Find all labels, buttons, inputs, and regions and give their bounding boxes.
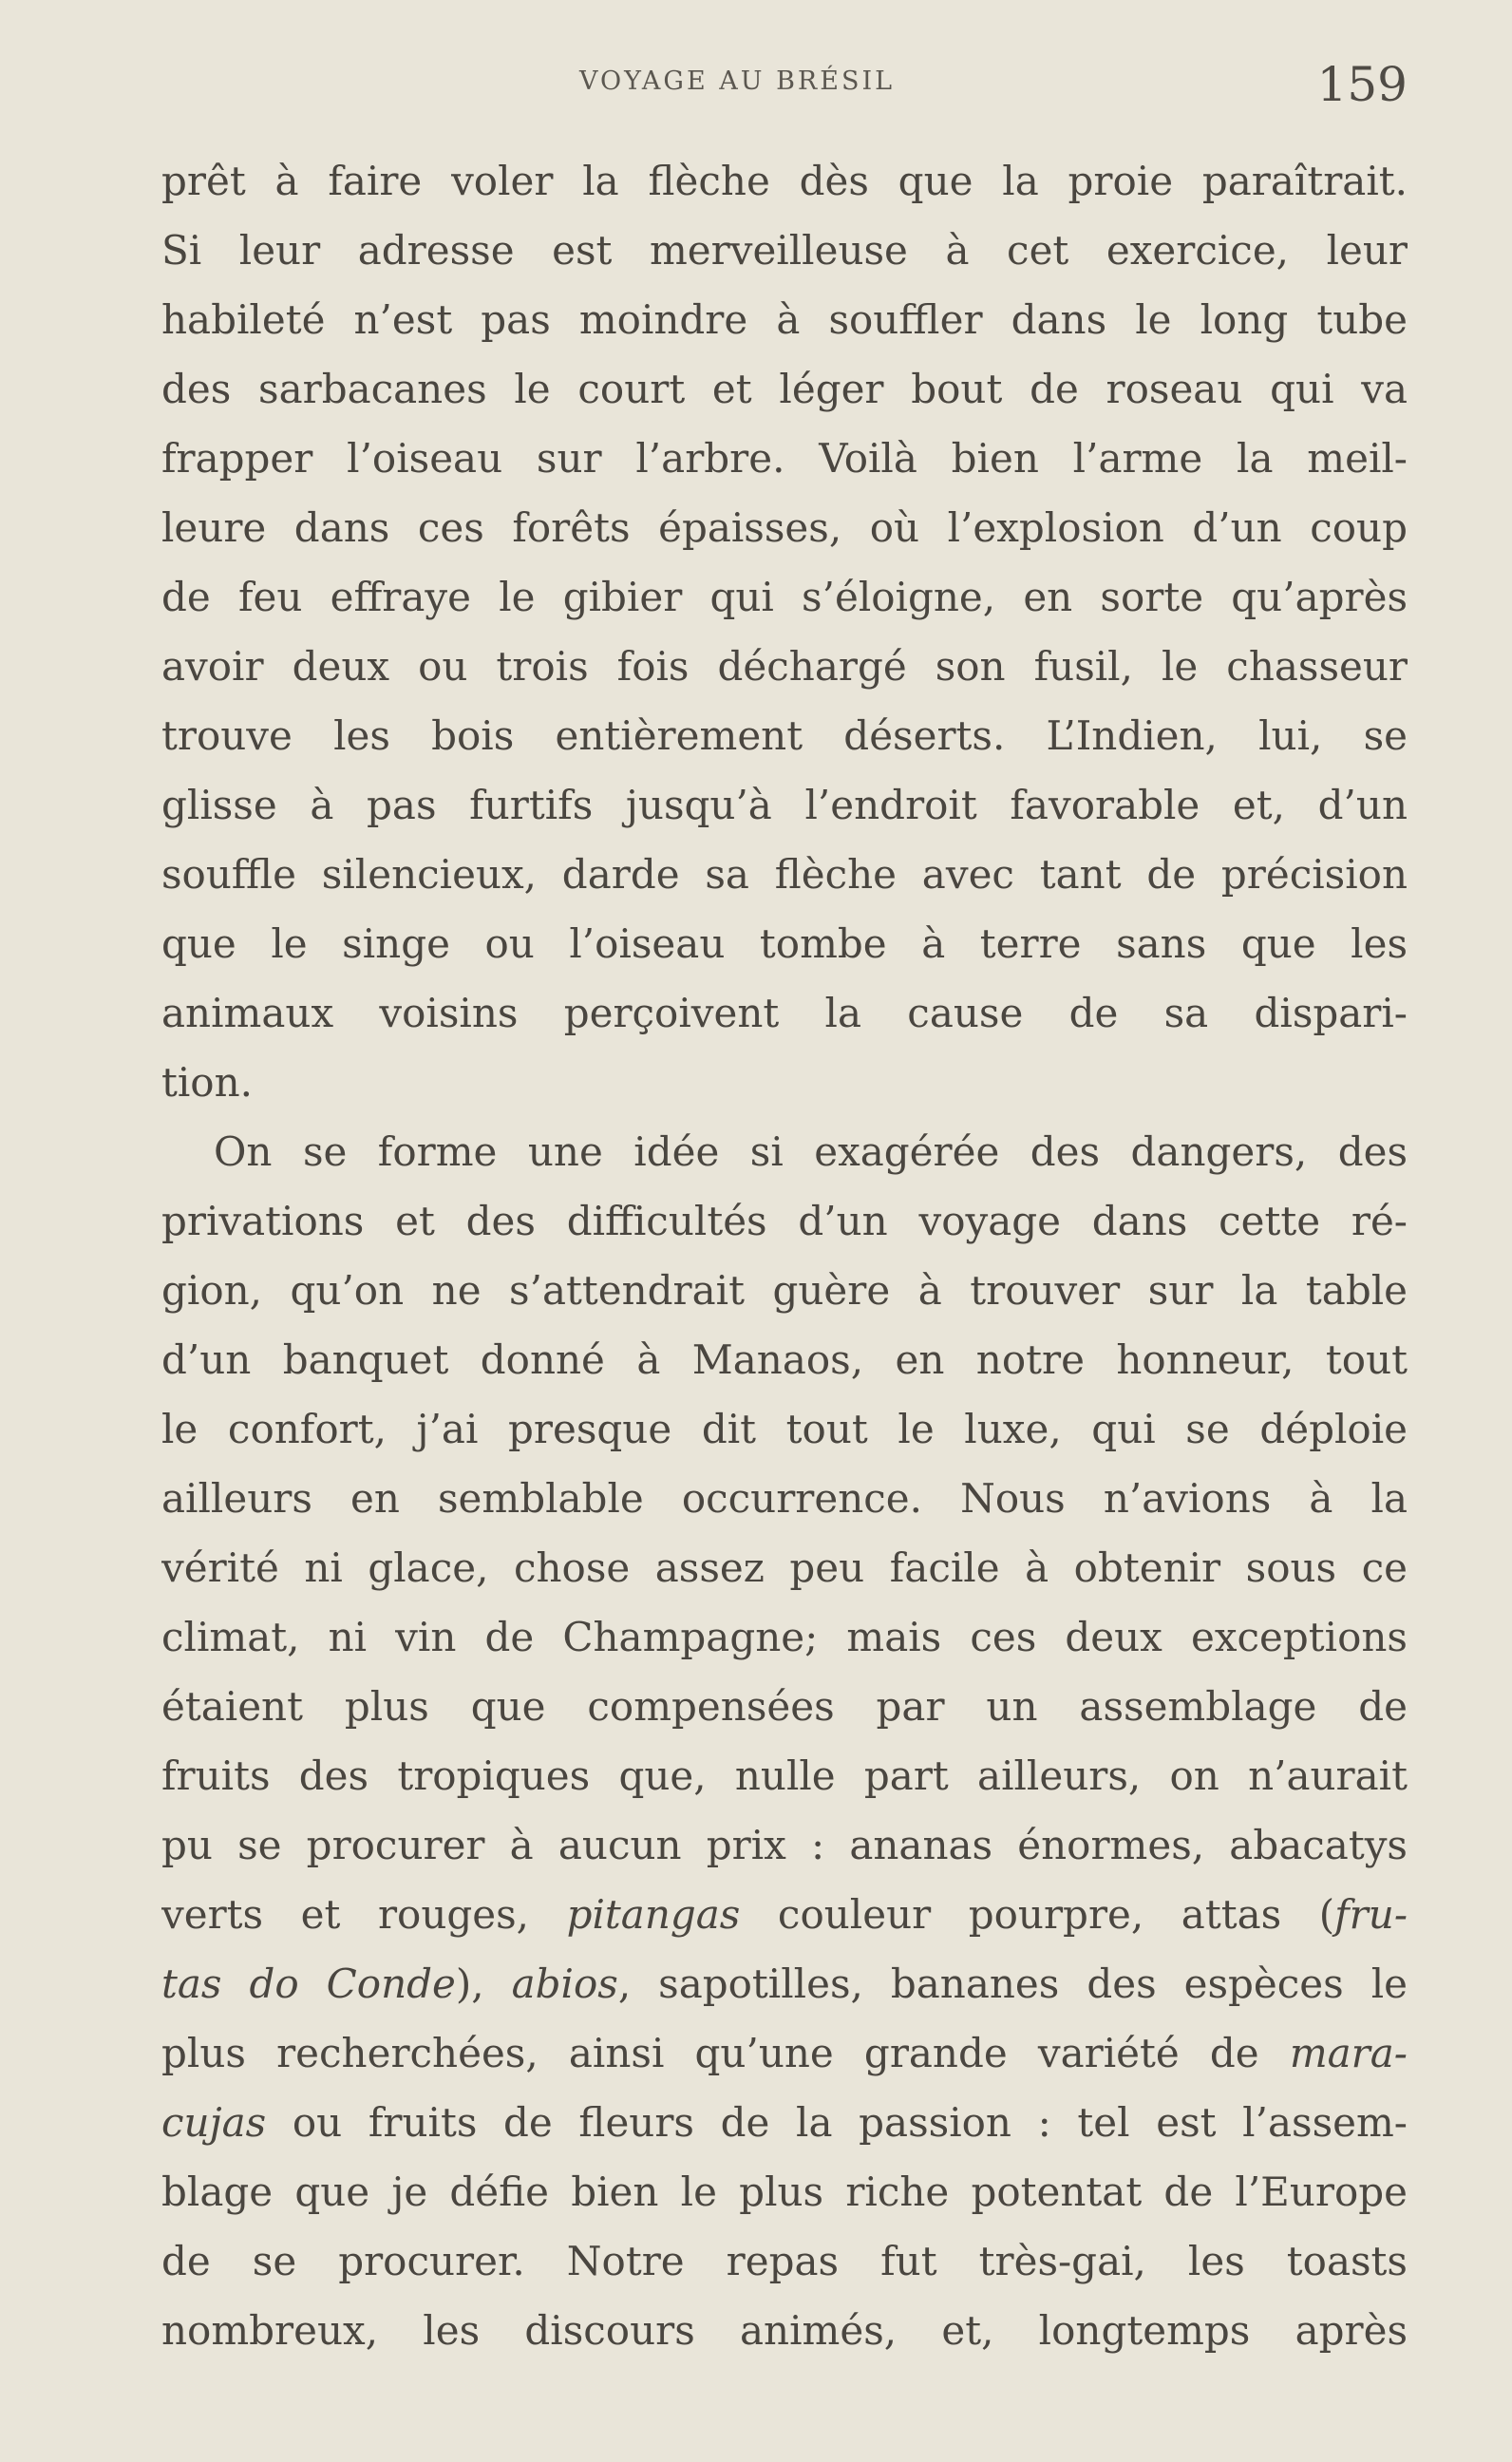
text-line-4: des sarbacanes le court et léger bout de roseau qui va [161, 366, 1408, 412]
text-line-2: Si leur adresse est merveilleuse à cet exercice, leur [161, 227, 1408, 274]
text-line-17: gion, qu’on ne s’attendrait guère à trouver sur la table [161, 1267, 1408, 1314]
text-line-21: vérité ni glace, chose assez peu facile à obtenir sous ce [161, 1544, 1408, 1591]
text-line-13: animaux voisins perçoivent la cause de sa dispari- [161, 990, 1408, 1036]
text-line-11: souffle silencieux, darde sa flèche avec tant de précision [161, 851, 1408, 898]
text-line-14: tion. [161, 1059, 253, 1106]
text-line-27: tas do Conde), abios, sapotilles, bananes des espèces le [161, 1960, 1408, 2007]
text-line-16: privations et des difficultés d’un voyage dans cette ré- [161, 1198, 1408, 1244]
body-text [161, 146, 1408, 2365]
running-title: VOYAGE AU BRÉSIL [579, 66, 896, 96]
text-line-26: verts et rouges, pitangas couleur pourpre, attas (fru- [161, 1891, 1408, 1938]
text-line-31: de se procurer. Notre repas fut très-gai, les toasts [161, 2238, 1408, 2284]
text-line-12: que le singe ou l’oiseau tombe à terre sans que les [161, 920, 1408, 967]
text-line-18: d’un banquet donné à Manaos, en notre honneur, tout [161, 1336, 1408, 1383]
text-line-19: le confort, j’ai presque dit tout le luxe, qui se déploie [161, 1406, 1408, 1452]
text-line-3: habileté n’est pas moindre à souffler dans le long tube [161, 296, 1408, 343]
text-line-5: frapper l’oiseau sur l’arbre. Voilà bien l’arme la meil- [161, 435, 1408, 482]
text-line-7: de feu effraye le gibier qui s’éloigne, en sorte qu’après [161, 574, 1408, 620]
text-line-20: ailleurs en semblable occurrence. Nous n’avions à la [161, 1475, 1408, 1522]
text-line-1: prêt à faire voler la flèche dès que la proie paraîtrait. [161, 158, 1408, 204]
text-line-32: nombreux, les discours animés, et, longtemps après [161, 2307, 1408, 2354]
text-line-6: leure dans ces forêts épaisses, où l’explosion d’un coup [161, 504, 1408, 551]
running-header [161, 57, 1408, 120]
text-line-29: cujas ou fruits de fleurs de la passion : tel est l’assem- [161, 2099, 1408, 2146]
text-line-23: étaient plus que compensées par un assemblage de [161, 1683, 1408, 1730]
text-line-22: climat, ni vin de Champagne; mais ces deux exceptions [161, 1614, 1408, 1660]
text-line-28: plus recherchées, ainsi qu’une grande variété de mara- [161, 2030, 1408, 2076]
text-line-9: trouve les bois entièrement déserts. L’Indien, lui, se [161, 712, 1408, 759]
text-line-25: pu se procurer à aucun prix : ananas énormes, abacatys [161, 1822, 1408, 1868]
text-line-8: avoir deux ou trois fois déchargé son fusil, le chasseur [161, 643, 1408, 690]
text-line-24: fruits des tropiques que, nulle part ailleurs, on n’aurait [161, 1752, 1408, 1799]
text-line-10: glisse à pas furtifs jusqu’à l’endroit favorable et, d’un [161, 782, 1408, 828]
page-number: 159 [1316, 57, 1408, 112]
text-line-30: blage que je défie bien le plus riche potentat de l’Europe [161, 2168, 1408, 2215]
text-line-15: On se forme une idée si exagérée des dangers, des [214, 1128, 1408, 1175]
